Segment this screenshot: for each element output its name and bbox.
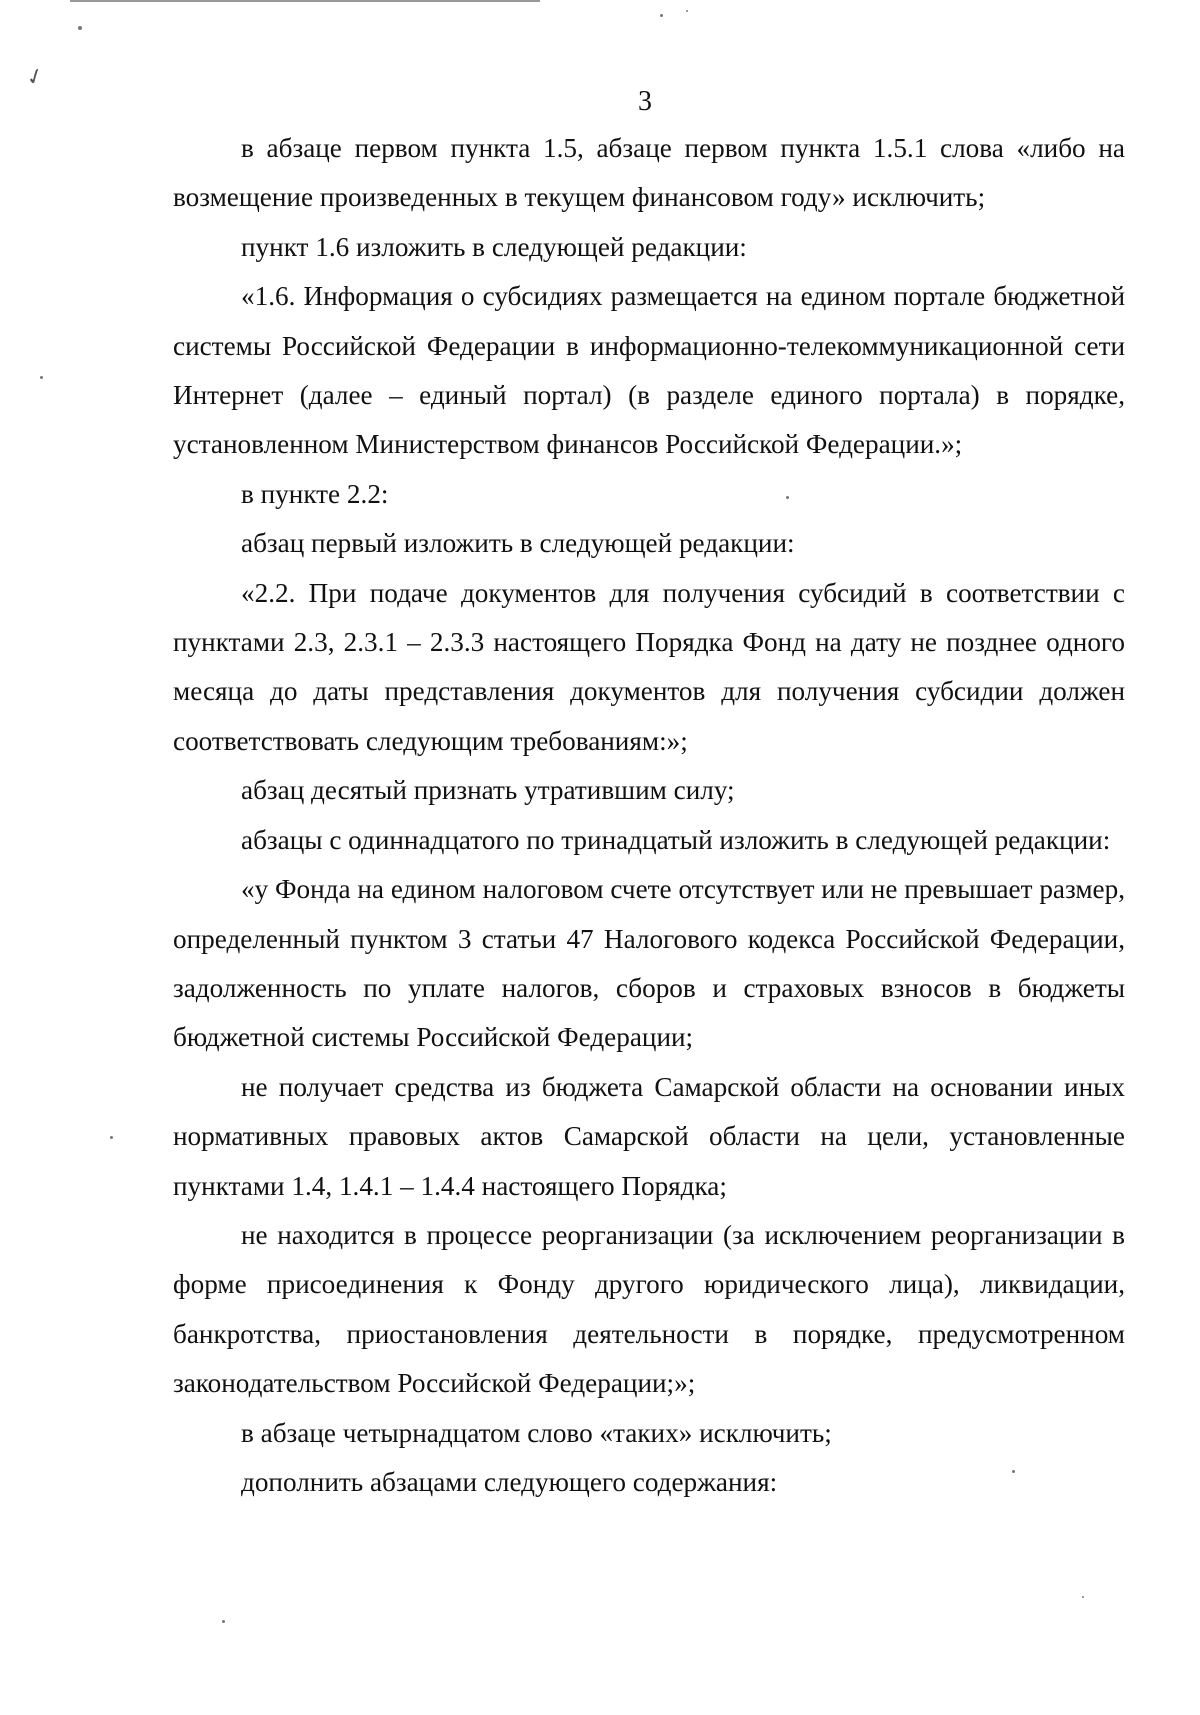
paragraph: в абзаце первом пункта 1.5, абзаце первом пункта 1.5.1 слова «либо на возмещение произведенных в текущем финансовом году» исключить; (173, 133, 1125, 213)
scan-speck (786, 496, 789, 499)
paragraph: не находится в процессе реорганизации (за исключением реорганизации в форме присоединения к Фонду другого юридического лица), ликвидации, банкротства, приостановления деятельности в порядке, предусмотренном законодательством Российской Федерации;»; (173, 1219, 1125, 1399)
scan-speck (222, 1620, 225, 1623)
paragraph: абзац десятый признать утратившим силу; (241, 775, 735, 806)
scan-speck (1012, 1470, 1015, 1473)
scan-top-edge (70, 0, 540, 2)
paragraph: «2.2. При подаче документов для получения субсидий в соответствии с пунктами 2.3, 2.3.1 – 2.3.3 настоящего Порядка Фонд на дату не позднее одного месяца до даты представления документов для получения субсидии должен соответствовать следующим требованиям:»; (173, 577, 1125, 756)
scan-speck (660, 14, 663, 17)
paragraph: в пункте 2.2: (241, 478, 389, 509)
paragraph: пункт 1.6 изложить в следующей редакции: (241, 231, 747, 262)
paragraph: «1.6. Информация о субсидиях размещается на едином портале бюджетной системы Российской Федерации в информационно-телекоммуникационной сети Интернет (далее – единый портал) (в разделе единого портала) в порядке, установленном Министерством финансов Российской Федерации.»; (173, 281, 1125, 460)
page-number: 3 (638, 86, 652, 117)
paragraph: «у Фонда на едином налоговом счете отсутствует или не превышает размер, определенный пунктом 3 статьи 47 Налогового кодекса Российской Федерации, задолженность по уплате налогов, сборов и страховых взносов в бюджеты бюджетной системы Российской Федерации; (173, 874, 1125, 1053)
scan-speck (1082, 1596, 1084, 1598)
paragraph: дополнить абзацами следующего содержания: (241, 1466, 778, 1497)
scan-speck (686, 10, 688, 12)
paragraph: абзац первый изложить в следующей редакции: (241, 528, 795, 559)
paragraph: не получает средства из бюджета Самарской области на основании иных нормативных правовых актов Самарской области на цели, установленные пунктами 1.4, 1.4.1 – 1.4.4 настоящего Порядка; (173, 1071, 1125, 1201)
paragraph: в абзаце четырнадцатом слово «таких» исключить; (241, 1417, 832, 1448)
paragraph: абзацы с одиннадцатого по тринадцатый изложить в следующей редакции: (241, 824, 1111, 855)
scan-speck (40, 376, 43, 379)
scan-corner-mark: ✓ (22, 61, 48, 92)
document-body (173, 124, 1125, 1507)
scan-speck (78, 26, 82, 30)
scan-speck (110, 1136, 113, 1139)
